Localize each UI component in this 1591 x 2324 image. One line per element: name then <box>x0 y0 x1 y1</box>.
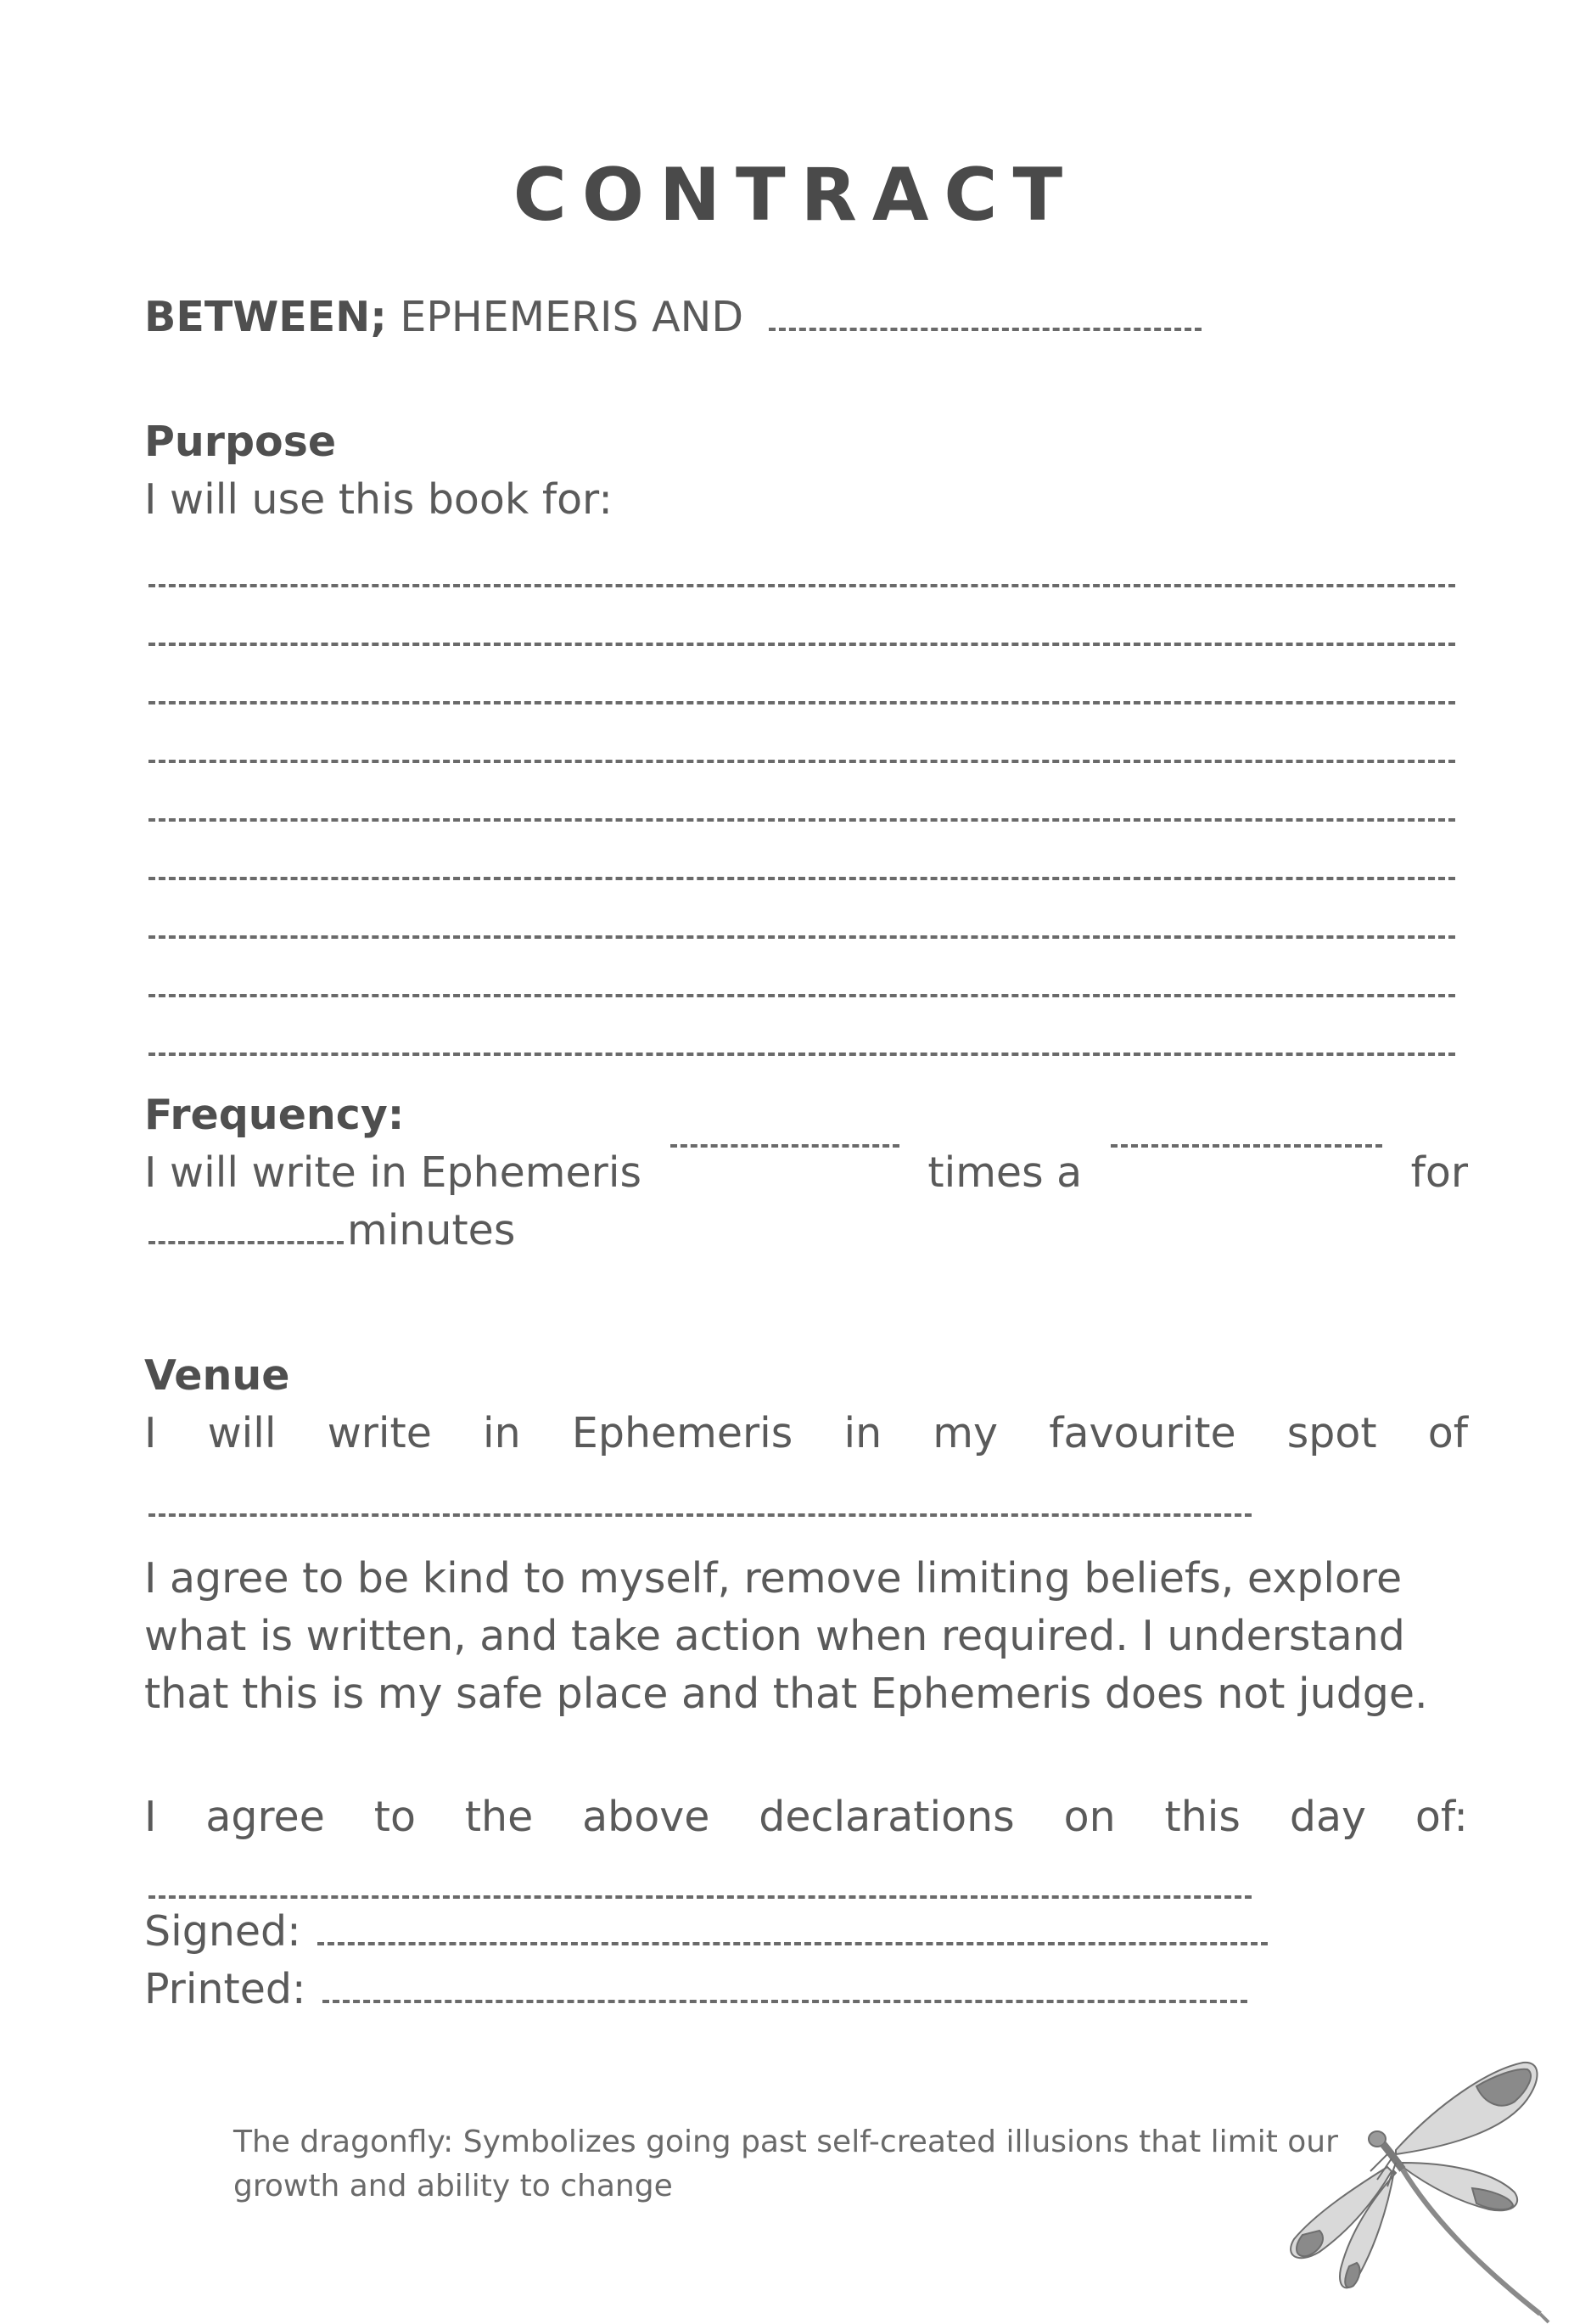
frequency-part2: times a <box>927 1148 1083 1197</box>
declaration-word: day <box>1289 1793 1366 1841</box>
venue-heading: Venue <box>144 1351 290 1400</box>
purpose-intro: I will use this book for: <box>144 475 613 524</box>
declaration-word: on <box>1063 1793 1116 1841</box>
venue-word: in <box>843 1409 882 1457</box>
frequency-minutes-line <box>144 1202 515 1260</box>
purpose-line[interactable] <box>148 935 1455 939</box>
declaration-line <box>144 1788 1468 1846</box>
agreement-paragraph: I agree to be kind to myself, remove limiting beliefs, explore what is written, and take action when required. I understand that this is my safe place and that Ephemeris does not judge. <box>144 1554 1428 1718</box>
between-blank[interactable] <box>769 328 1202 331</box>
purpose-line[interactable] <box>148 1053 1455 1056</box>
between-parties: EPHEMERIS AND <box>400 293 744 341</box>
declaration-word: above <box>582 1793 710 1841</box>
signed-label: Signed: <box>144 1907 301 1956</box>
declaration-date-blank[interactable] <box>148 1895 1252 1899</box>
frequency-period-blank[interactable] <box>1111 1144 1382 1148</box>
frequency-line <box>144 1144 1468 1202</box>
frequency-times-blank[interactable] <box>670 1144 899 1148</box>
venue-word: Ephemeris <box>571 1409 793 1457</box>
declaration-word: this <box>1164 1793 1241 1841</box>
venue-word: I <box>144 1409 157 1457</box>
venue-blank[interactable] <box>148 1513 1252 1517</box>
declaration-word: of: <box>1415 1793 1468 1841</box>
purpose-line[interactable] <box>148 584 1455 587</box>
venue-line <box>144 1405 1468 1462</box>
declaration-word: agree <box>205 1793 325 1841</box>
declaration-word: to <box>373 1793 416 1841</box>
between-line <box>144 289 1213 346</box>
venue-word: favourite <box>1049 1409 1236 1457</box>
dragonfly-icon <box>1269 2044 1591 2324</box>
purpose-line[interactable] <box>148 701 1455 704</box>
purpose-line[interactable] <box>148 877 1455 880</box>
venue-word: spot <box>1286 1409 1377 1457</box>
venue-word: in <box>483 1409 521 1457</box>
venue-word: write <box>327 1409 432 1457</box>
purpose-heading: Purpose <box>144 418 337 466</box>
page-title: CONTRACT <box>513 153 1078 238</box>
purpose-line[interactable] <box>148 818 1455 822</box>
printed-line <box>144 1961 1259 2018</box>
frequency-heading: Frequency: <box>144 1091 405 1139</box>
frequency-part3: for <box>1410 1148 1468 1197</box>
frequency-part4: minutes <box>347 1206 516 1255</box>
frequency-minutes-blank[interactable] <box>148 1241 344 1244</box>
declaration-word: declarations <box>759 1793 1015 1841</box>
printed-label: Printed: <box>144 1965 306 2013</box>
signature-field[interactable] <box>317 1942 1268 1945</box>
venue-word: my <box>933 1409 999 1457</box>
purpose-line[interactable] <box>148 760 1455 763</box>
purpose-line[interactable] <box>148 643 1455 646</box>
venue-word: of <box>1427 1409 1468 1457</box>
frequency-part1: I will write in Ephemeris <box>144 1148 641 1197</box>
dragonfly-caption: The dragonfly: Symbolizes going past self-created illusions that limit our growth and ability to change <box>233 2125 1338 2203</box>
between-label: BETWEEN; <box>144 293 387 341</box>
declaration-word: I <box>144 1793 157 1841</box>
signed-line <box>144 1903 1280 1961</box>
printed-name-field[interactable] <box>322 2000 1247 2003</box>
declaration-word: the <box>464 1793 534 1841</box>
purpose-line[interactable] <box>148 994 1455 997</box>
venue-word: will <box>207 1409 277 1457</box>
